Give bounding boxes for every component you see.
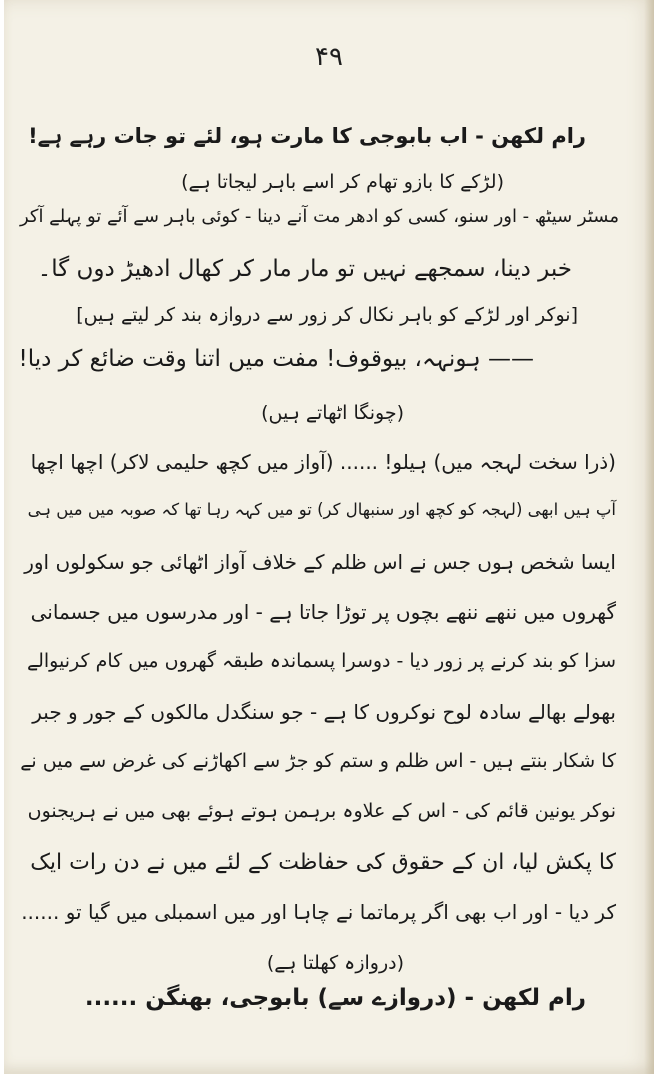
text-line-10: ایسا شخص ہوں جس نے اس ظلم کے خلاف آواز اٹھائی جو سکولوں اور <box>24 550 616 574</box>
text-line-12: سزا کو بند کرنے پر زور دیا - دوسرا پسماندہ طبقہ گھروں میں کام کرنیوالے <box>26 650 616 672</box>
text-line-2: (لڑکے کا بازو تھام کر اسے باہر لیجاتا ہے) <box>181 171 504 193</box>
text-line-11: گھروں میں ننھے ننھے بچوں پر توڑا جاتا ہے - اور مدرسوں میں جسمانی <box>30 600 616 624</box>
text-line-9: آپ ہیں ابھی (لہجہ کو کچھ اور سنبھال کر) تو میں کہہ رہا تھا کہ صوبہ میں میں ہی <box>27 500 616 519</box>
text-line-4: خبر دینا، سمجھے نہیں تو مار مار کر کھال ادھیڑ دوں گا۔ <box>37 256 572 282</box>
page-spine-shadow <box>644 0 654 1074</box>
text-line-15: نوکر یونین قائم کی - اس کے علاوہ برہمن ہوتے ہوئے بھی میں نے ہریجنوں <box>27 800 616 822</box>
text-line-13: بھولے بھالے سادہ لوح نوکروں کا ہے - جو سنگدل مالکوں کے جور و جبر <box>32 700 616 724</box>
text-line-17: کر دیا - اور اب بھی اگر پرماتما نے چاہا اور میں اسمبلی میں گیا تو ...... <box>21 900 616 924</box>
text-line-7: (چونگا اٹھاتے ہیں) <box>261 402 404 424</box>
text-line-8: (ذرا سخت لہجہ میں) ہیلو! ...... (آواز میں کچھ حلیمی لاکر) اچھا اچھا <box>30 450 616 474</box>
text-line-16: کا پکش لیا، ان کے حقوق کی حفاظت کے لئے میں نے دن رات ایک <box>30 850 616 875</box>
text-line-5: [نوکر اور لڑکے کو باہر نکال کر زور سے دروازہ بند کر لیتے ہیں] <box>76 304 578 326</box>
text-line-3: مسٹر سیٹھ - اور سنو، کسی کو ادھر مت آنے دینا - کوئی باہر سے آئے تو پہلے آکر <box>19 206 619 227</box>
text-line-14: کا شکار بنتے ہیں - اس ظلم و ستم کو جڑ سے اکھاڑنے کی غرض سے میں نے <box>20 750 616 772</box>
page-number: ۴۹ <box>315 42 343 72</box>
book-page <box>4 0 654 1074</box>
text-line-19: رام لکھن - (دروازے سے) بابوجی، بھنگن ...... <box>84 985 586 1011</box>
text-line-1: رام لکھن - اب بابوجی کا مارت ہو، لئے تو جات رہے ہے! <box>28 124 586 148</box>
text-line-6: —— ہونہہ، بیوقوف! مفت میں اتنا وقت ضائع کر دیا! <box>18 346 534 372</box>
text-line-18: (دروازہ کھلتا ہے) <box>266 952 404 974</box>
